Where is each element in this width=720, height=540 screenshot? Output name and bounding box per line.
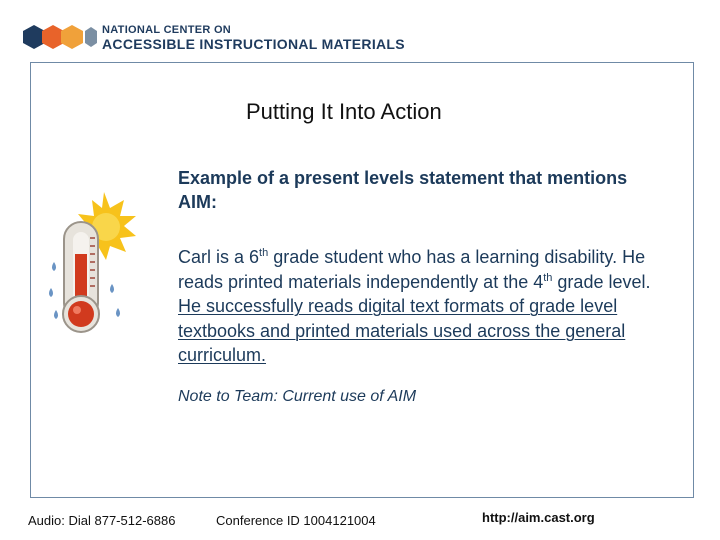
team-note: Note to Team: Current use of AIM [178, 388, 417, 405]
present-levels-statement [178, 245, 678, 368]
statement-text-3: grade level. [552, 271, 651, 292]
thermometer-sun-icon [48, 192, 138, 340]
ordinal-suffix-2: th [543, 271, 553, 284]
statement-text-2: grade student who has a learning disability. He reads printed materials independently at the 4 [178, 247, 646, 292]
conference-id: Conference ID 1004121004 [216, 513, 376, 528]
website-link[interactable]: http://aim.cast.org [482, 510, 595, 525]
statement-text-1: Carl is a 6 [178, 247, 260, 267]
footer-bar [0, 508, 720, 536]
statement-underlined: He successfully reads digital text formats of grade level textbooks and printed materials used across the general curriculum. [178, 296, 626, 365]
audio-dial-in: Audio: Dial 877-512-6886 [28, 513, 176, 528]
org-name-line1: NATIONAL CENTER ON [102, 24, 232, 36]
org-name-line2: ACCESSIBLE INSTRUCTIONAL MATERIALS [102, 36, 405, 52]
slide-title: Putting It Into Action [246, 99, 442, 124]
example-heading: Example of a present levels statement that mentions AIM: [178, 168, 628, 212]
ordinal-suffix-1: th [259, 247, 269, 259]
org-logo-icon [22, 24, 98, 50]
org-header [22, 22, 405, 52]
